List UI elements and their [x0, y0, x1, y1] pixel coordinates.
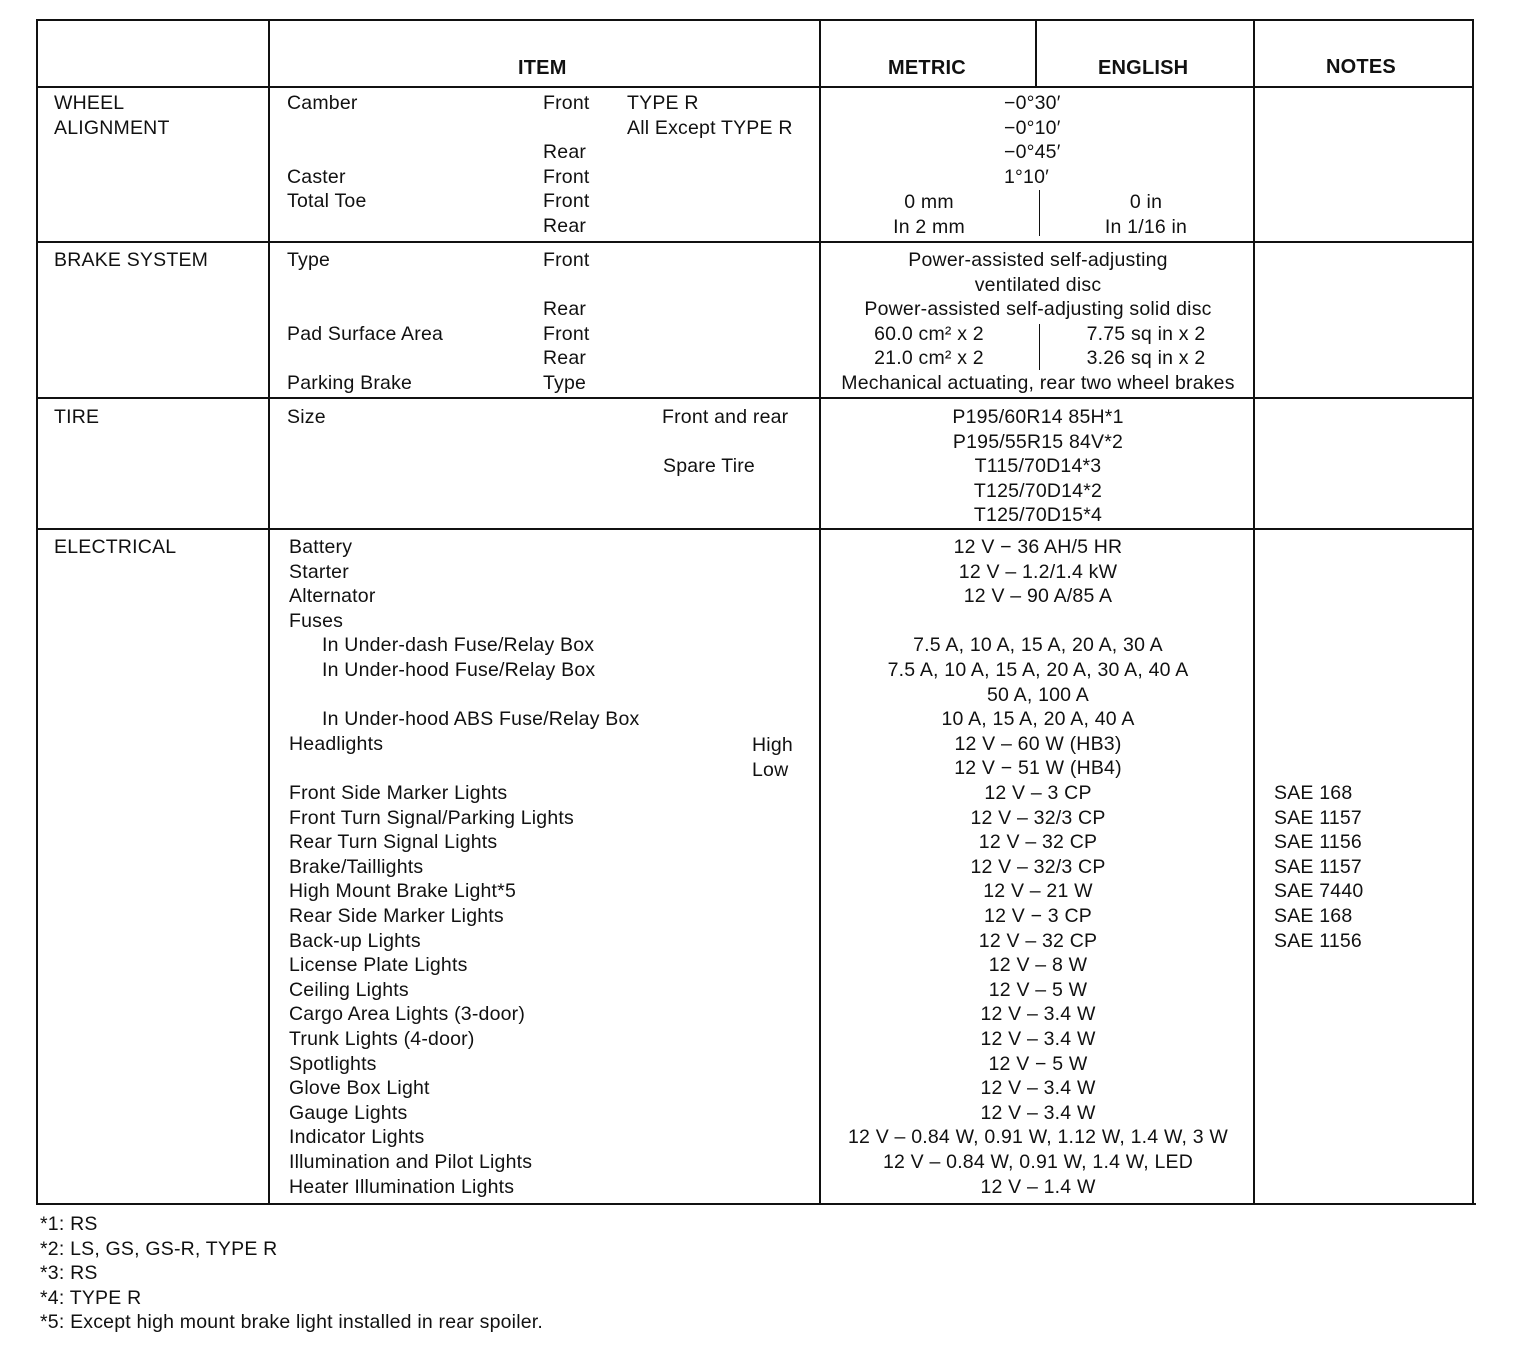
value-cell: 60.0 cm² x 2 [874, 323, 984, 345]
item-label: Rear [543, 347, 587, 370]
value-cell: 0 in [1129, 191, 1163, 213]
note-cell: SAE 1157 [1274, 855, 1362, 878]
value-cell: 12 V − 5 W [988, 1052, 1088, 1075]
value-cell: 12 V – 3 CP [984, 782, 1092, 804]
item-label: Trunk Lights (4-door) [289, 1028, 475, 1050]
value-cell: −0°30′ [1004, 92, 1061, 114]
item-label: Brake/Taillights [289, 855, 424, 878]
section-label: ELECTRICAL [54, 536, 177, 558]
item-label: Rear [543, 141, 587, 164]
value-cell: −0°10′ [1004, 116, 1061, 139]
section-label: ALIGNMENT [54, 117, 170, 139]
section-label: TIRE [54, 406, 100, 428]
item-label: Fuses [289, 609, 344, 632]
item-label: High Mount Brake Light*5 [289, 880, 517, 903]
value-cell: 12 V – 32/3 CP [970, 855, 1106, 878]
item-label: Illumination and Pilot Lights [289, 1151, 533, 1173]
value-cell: 12 V − 3 CP [984, 905, 1092, 927]
item-label: Spare Tire [663, 455, 755, 477]
value-cell: ventilated disc [974, 273, 1102, 296]
value-cell: 3.26 sq in x 2 [1086, 347, 1206, 369]
item-label: Headlights [289, 732, 384, 755]
value-cell: 12 V – 21 W [983, 880, 1093, 903]
value-cell: Power-assisted self-adjusting [908, 249, 1168, 271]
table-border-top [36, 19, 1474, 21]
item-label: Caster [287, 165, 346, 188]
note-cell: SAE 1156 [1274, 831, 1362, 854]
value-cell: 12 V – 3.4 W [980, 1077, 1096, 1100]
value-cell: 7.5 A, 10 A, 15 A, 20 A, 30 A [913, 634, 1163, 657]
item-label: Total Toe [287, 190, 367, 213]
row-divider [36, 86, 1474, 88]
item-label: Ceiling Lights [289, 978, 409, 1001]
item-label: Parking Brake [287, 372, 413, 394]
item-label: Front [543, 190, 590, 213]
value-cell: In 1/16 in [1104, 216, 1188, 238]
value-cell: 12 V – 8 W [988, 954, 1088, 977]
note-cell: SAE 1156 [1274, 929, 1362, 952]
value-cell: T125/70D14*2 [973, 479, 1103, 502]
item-label: Front and rear [662, 406, 789, 428]
table-border-left [36, 19, 38, 1205]
value-cell: 10 A, 15 A, 20 A, 40 A [941, 708, 1135, 731]
item-label: Front [543, 165, 590, 188]
value-cell: 12 V – 60 W (HB3) [954, 732, 1122, 755]
header-notes: NOTES [1326, 56, 1396, 78]
value-cell: 12 V – 32/3 CP [970, 806, 1106, 829]
item-label: Camber [287, 92, 358, 114]
item-label: Front [543, 92, 590, 114]
value-cell: −0°45′ [1004, 141, 1061, 164]
item-label: Low [752, 759, 789, 781]
footnote: *5: Except high mount brake light installed in rear spoiler. [40, 1311, 544, 1334]
value-cell: 12 V – 1.2/1.4 kW [958, 560, 1118, 583]
item-label: Type [287, 249, 331, 271]
header-english: ENGLISH [1098, 57, 1189, 79]
value-cell: 12 V – 0.84 W, 0.91 W, 1.4 W, LED [882, 1151, 1194, 1173]
footnote: *4: TYPE R [40, 1286, 142, 1309]
item-label: Cargo Area Lights (3-door) [289, 1003, 526, 1026]
note-cell: SAE 168 [1274, 782, 1353, 804]
item-label: Indicator Lights [289, 1126, 425, 1149]
table-border-right [1472, 19, 1474, 1205]
note-cell: SAE 168 [1274, 905, 1353, 927]
row-divider [36, 241, 1474, 243]
row-divider [36, 528, 1474, 530]
item-label: All Except TYPE R [627, 116, 793, 139]
item-label: Size [287, 406, 326, 428]
item-label: Rear Side Marker Lights [289, 905, 504, 927]
value-cell: 12 V − 51 W (HB4) [954, 757, 1122, 780]
value-cell: T115/70D14*3 [974, 455, 1102, 478]
section-label: BRAKE SYSTEM [54, 249, 209, 271]
value-cell: 12 V – 32 CP [978, 929, 1098, 952]
header-item: ITEM [518, 57, 567, 79]
item-label: Heater Illumination Lights [289, 1175, 515, 1198]
value-cell: 12 V – 3.4 W [980, 1003, 1096, 1026]
value-cell: 0 mm [904, 191, 954, 213]
item-label: Rear [543, 215, 587, 237]
value-cell: 21.0 cm² x 2 [874, 347, 984, 369]
item-label: Front Side Marker Lights [289, 782, 508, 804]
item-label: In Under-hood ABS Fuse/Relay Box [322, 708, 640, 731]
item-label: Rear Turn Signal Lights [289, 831, 498, 854]
item-label: Battery [289, 536, 353, 558]
item-label: Pad Surface Area [287, 322, 444, 345]
value-cell: 7.5 A, 10 A, 15 A, 20 A, 30 A, 40 A [887, 659, 1189, 681]
value-cell: 12 V − 36 AH/5 HR [953, 536, 1123, 558]
note-cell: SAE 7440 [1274, 880, 1364, 903]
item-label: Spotlights [289, 1052, 377, 1075]
header-metric: METRIC [888, 57, 966, 79]
item-label: Front [543, 249, 590, 271]
item-label: Type [543, 372, 587, 394]
item-label: Front Turn Signal/Parking Lights [289, 806, 574, 829]
footnote: *1: RS [40, 1213, 98, 1235]
item-label: In Under-hood Fuse/Relay Box [322, 659, 596, 681]
value-cell: 12 V – 1.4 W [980, 1175, 1096, 1198]
value-cell: 12 V – 90 A/85 A [963, 585, 1113, 608]
item-label: TYPE R [627, 92, 699, 114]
item-label: Back-up Lights [289, 929, 421, 952]
value-cell: T125/70D15*4 [973, 504, 1103, 527]
note-cell: SAE 1157 [1274, 806, 1362, 829]
column-divider [268, 19, 270, 1205]
item-label: Glove Box Light [289, 1077, 430, 1100]
item-label: Gauge Lights [289, 1101, 408, 1124]
footnote: *3: RS [40, 1262, 98, 1285]
value-cell: 12 V – 32 CP [978, 831, 1098, 854]
value-cell: 12 V – 3.4 W [980, 1028, 1096, 1050]
table-border-bottom [38, 1203, 1476, 1205]
value-cell: P195/55R15 84V*2 [952, 430, 1124, 453]
value-cell: 50 A, 100 A [987, 683, 1089, 706]
value-cell: 12 V – 3.4 W [980, 1101, 1096, 1124]
value-cell: In 2 mm [893, 216, 965, 238]
item-label: Alternator [289, 585, 376, 608]
footnote: *2: LS, GS, GS-R, TYPE R [40, 1237, 278, 1260]
value-cell: 12 V – 5 W [988, 978, 1088, 1001]
value-cell: 7.75 sq in x 2 [1086, 323, 1206, 345]
column-divider [1035, 19, 1037, 87]
section-label: WHEEL [54, 92, 125, 114]
value-cell: Mechanical actuating, rear two wheel brakes [841, 372, 1235, 394]
item-label: Rear [543, 298, 587, 321]
item-label: In Under-dash Fuse/Relay Box [322, 634, 595, 657]
item-label: High [752, 734, 793, 756]
item-label: License Plate Lights [289, 954, 468, 977]
value-cell: P195/60R14 85H*1 [952, 406, 1124, 428]
value-cell: 12 V – 0.84 W, 0.91 W, 1.12 W, 1.4 W, 3 W [848, 1126, 1228, 1149]
item-label: Starter [289, 560, 349, 583]
value-cell: 1°10′ [1004, 165, 1049, 188]
item-label: Front [543, 322, 590, 345]
row-divider [36, 397, 1474, 399]
value-cell: Power-assisted self-adjusting solid disc [864, 298, 1212, 321]
